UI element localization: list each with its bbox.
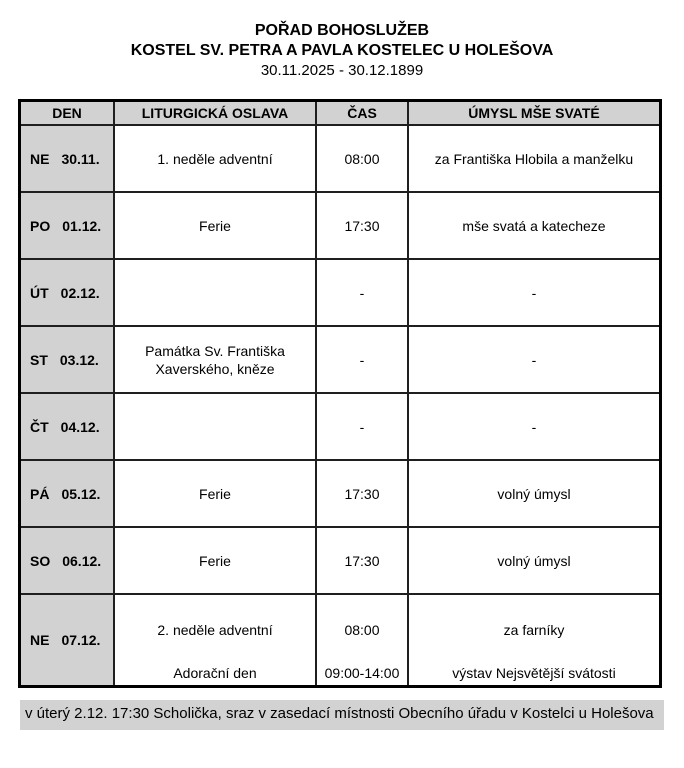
day-cell — [21, 327, 115, 394]
table-row — [21, 461, 659, 528]
intention-cell: za Františka Hlobila a manželku — [409, 126, 659, 193]
intention-cell: - — [409, 327, 659, 394]
time-cell: 08:00 — [317, 126, 409, 193]
table-row — [21, 327, 659, 394]
day-abbr: NE — [30, 150, 50, 167]
day-abbr: ČT — [30, 418, 49, 435]
table-row — [21, 595, 659, 685]
intention-cell: - — [409, 394, 659, 461]
liturgy-cell — [115, 260, 317, 327]
intention-line1: za farníky — [503, 622, 565, 638]
day-abbr: ÚT — [30, 284, 49, 301]
time-line1: 08:00 — [344, 622, 380, 638]
day-abbr: PO — [30, 217, 51, 234]
intention-cell: volný úmysl — [409, 461, 659, 528]
header-den: DEN — [21, 102, 115, 126]
liturgy-cell: Památka Sv. Františka Xaverského, kněze — [115, 327, 317, 394]
day-date: 03.12. — [59, 351, 99, 368]
page-title: POŘAD BOHOSLUŽEB — [254, 22, 430, 39]
liturgy-cell: Ferie — [115, 461, 317, 528]
table-row — [21, 193, 659, 260]
day-abbr: SO — [30, 552, 51, 569]
time-cell: 17:30 — [317, 528, 409, 595]
day-cell — [21, 461, 115, 528]
table-row — [21, 528, 659, 595]
intention-cell: mše svatá a katecheze — [409, 193, 659, 260]
time-cell: 17:30 — [317, 461, 409, 528]
time-cell: 17:30 — [317, 193, 409, 260]
intention-cell: - — [409, 260, 659, 327]
day-abbr: PÁ — [30, 485, 50, 502]
intention-line2: výstav Nejsvětější svátosti — [452, 665, 616, 681]
title-block — [0, 0, 684, 81]
liturgy-cell — [115, 394, 317, 461]
day-cell — [21, 126, 115, 193]
day-date: 02.12. — [60, 284, 100, 301]
day-date: 01.12. — [62, 217, 102, 234]
header-time: ČAS — [317, 102, 409, 126]
table-row — [21, 394, 659, 461]
time-cell — [317, 595, 409, 685]
time-cell: - — [317, 394, 409, 461]
day-date: 06.12. — [62, 552, 102, 569]
liturgy-cell: 1. neděle adventní — [115, 126, 317, 193]
day-abbr: ST — [30, 351, 48, 368]
schedule-table — [18, 99, 662, 688]
liturgy-line2: Adorační den — [173, 665, 257, 681]
table-row — [21, 260, 659, 327]
liturgy-line1: 2. neděle adventní — [157, 622, 273, 638]
day-cell — [21, 528, 115, 595]
day-date: 30.11. — [61, 150, 100, 167]
time-cell: - — [317, 260, 409, 327]
table-header-row — [21, 102, 659, 126]
liturgy-cell: Ferie — [115, 193, 317, 260]
day-date: 07.12. — [61, 632, 101, 648]
day-cell — [21, 394, 115, 461]
header-intention: ÚMYSL MŠE SVATÉ — [409, 102, 659, 126]
day-cell — [21, 260, 115, 327]
header-liturgy: LITURGICKÁ OSLAVA — [115, 102, 317, 126]
day-date: 04.12. — [60, 418, 100, 435]
church-name: KOSTEL SV. PETRA A PAVLA KOSTELEC U HOLEŠOVA — [130, 42, 554, 59]
intention-cell: volný úmysl — [409, 528, 659, 595]
time-cell: - — [317, 327, 409, 394]
liturgy-cell — [115, 595, 317, 685]
table-row — [21, 126, 659, 193]
day-cell — [21, 193, 115, 260]
intention-cell — [409, 595, 659, 685]
date-range: 30.11.2025 - 30.12.1899 — [260, 62, 424, 79]
day-abbr: NE — [30, 632, 50, 648]
liturgy-cell: Ferie — [115, 528, 317, 595]
time-line2: 09:00-14:00 — [324, 665, 400, 681]
day-date: 05.12. — [61, 485, 101, 502]
footer-note: v úterý 2.12. 17:30 Scholička, sraz v zasedací místnosti Obecního úřadu v Kostelci u Holešova — [20, 700, 664, 730]
day-cell — [21, 595, 115, 685]
